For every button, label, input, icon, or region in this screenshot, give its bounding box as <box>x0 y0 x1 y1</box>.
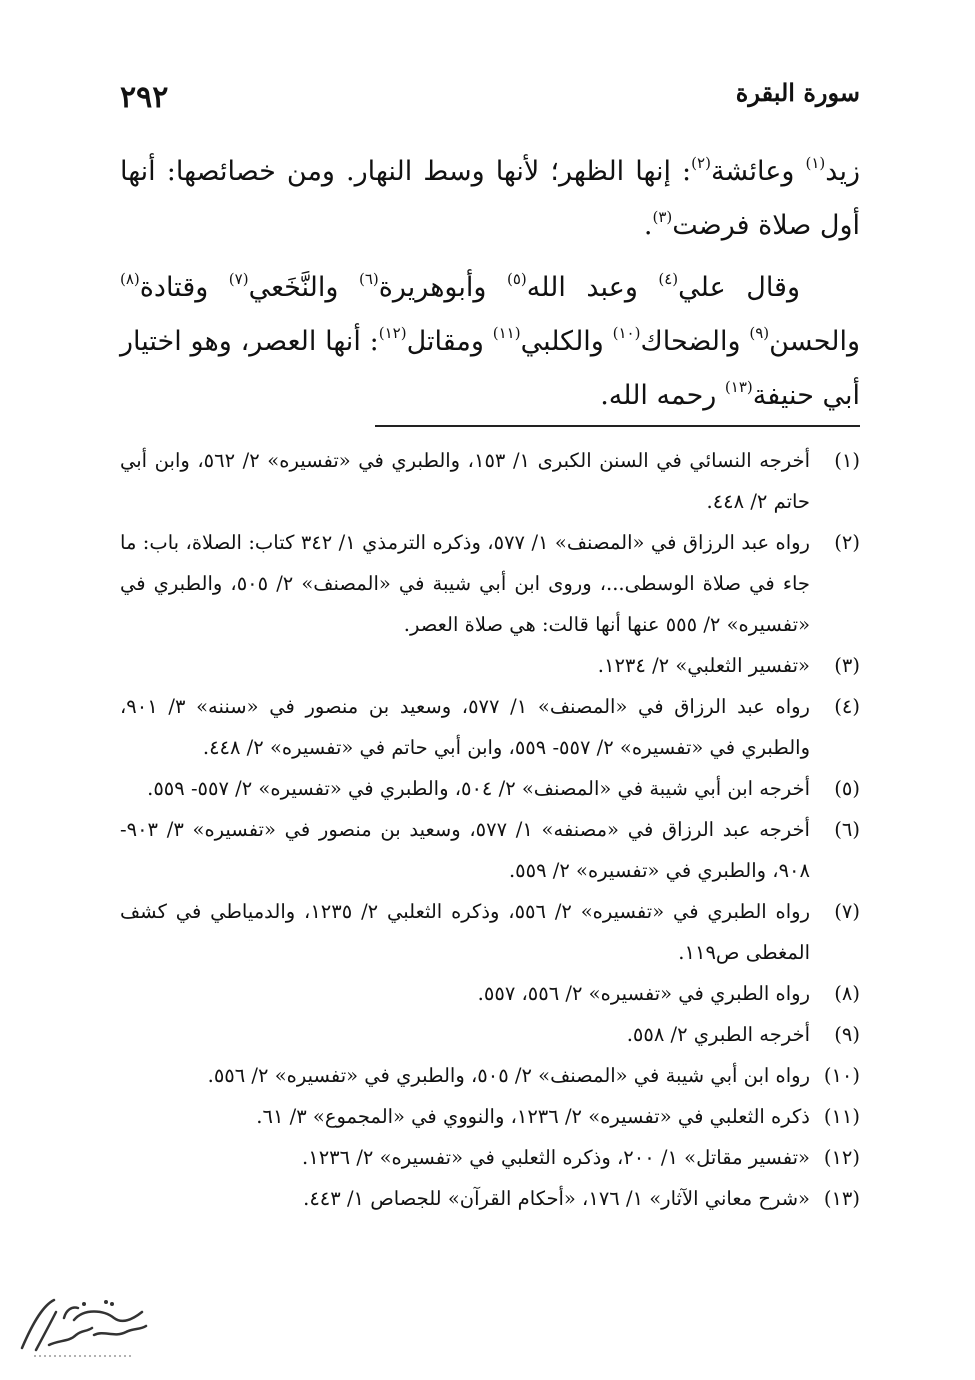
surah-title: سورة البقرة <box>735 78 860 107</box>
footnote-text: «تفسير الثعلبي» ٢/ ١٢٣٤. <box>597 654 810 677</box>
footnote-number: (٨) <box>834 982 860 1005</box>
text-run: . <box>643 210 653 241</box>
footnote-text: أخرجه ابن أبي شيبة في «المصنف» ٢/ ٥٠٤، والطبري في «تفسيره» ٢/ ٥٥٧- ٥٥٩. <box>147 777 810 800</box>
page-header <box>120 70 860 120</box>
text-run: والكلبي <box>520 326 613 357</box>
footnote-ref-1: (١) <box>805 154 826 172</box>
footnote-number: (١٢) <box>823 1146 860 1169</box>
text-run: وأبوهريرة <box>378 272 507 303</box>
footnote-number: (٩) <box>834 1023 860 1046</box>
footnote-ref-12: (١٢) <box>378 324 407 342</box>
footnote-3 <box>120 645 860 686</box>
footnote-9 <box>120 1014 860 1055</box>
calligraphy-logo-icon <box>14 1290 154 1365</box>
footnote-number: (١٣) <box>823 1187 860 1210</box>
footnote-text: أخرجه الطبري ٢/ ٥٥٨. <box>626 1023 810 1046</box>
footnote-number: (٢) <box>834 531 860 554</box>
footnote-13 <box>120 1178 860 1219</box>
footnote-number: (١١) <box>823 1105 860 1128</box>
page-number: ٢٩٢ <box>120 80 169 115</box>
text-run: وقتادة <box>139 272 229 303</box>
paragraph-2 <box>120 261 860 423</box>
text-run: وقال علي <box>678 272 800 303</box>
footnote-ref-7: (٧) <box>228 270 249 288</box>
text-run: والحسن <box>769 326 860 357</box>
footnote-5 <box>120 768 860 809</box>
footnote-text: رواه ابن أبي شيبة في «المصنف» ٢/ ٥٠٥، والطبري في «تفسيره» ٢/ ٥٥٦. <box>207 1064 810 1087</box>
footnote-ref-8: (٨) <box>120 270 140 288</box>
footnote-number: (١) <box>834 449 860 472</box>
text-run: : إنها الظهر؛ لأنها وسط النهار. ومن خصائصها: أنها أول صلاة فرضت <box>120 156 860 241</box>
paragraph-1 <box>120 145 860 253</box>
text-run: والضحاك <box>640 326 750 357</box>
footnote-number: (٤) <box>834 695 860 718</box>
footnote-8 <box>120 973 860 1014</box>
footnote-ref-2: (٢) <box>691 154 711 172</box>
footnote-7 <box>120 891 860 973</box>
text-run: رحمه الله. <box>600 380 725 411</box>
footnote-text: أخرجه النسائي في السنن الكبرى ١/ ١٥٣، والطبري في «تفسيره» ٢/ ٥٦٢، وابن أبي حاتم ٢/ ٤٤٨. <box>120 449 810 513</box>
footnote-6 <box>120 809 860 891</box>
footnote-text: «تفسير مقاتل» ١/ ٢٠٠، وذكره الثعلبي في «تفسيره» ٢/ ١٢٣٦. <box>302 1146 810 1169</box>
footnote-divider <box>375 425 860 427</box>
text-run: : أنها العصر، وهو اختيار أبي حنيفة <box>120 326 860 411</box>
footnote-text: ذكره الثعلبي في «تفسيره» ٢/ ١٢٣٦، والنووي في «المجموع» ٣/ ٦١. <box>256 1105 810 1128</box>
footnote-text: رواه الطبري في «تفسيره» ٢/ ٥٥٦، وذكره الثعلبي ٢/ ١٢٣٥، والدمياطي في كشف المغطى ص١١٩. <box>120 900 810 964</box>
footnote-11 <box>120 1096 860 1137</box>
footnote-12 <box>120 1137 860 1178</box>
footnote-10 <box>120 1055 860 1096</box>
footnote-1 <box>120 440 860 522</box>
footnote-number: (٥) <box>834 777 860 800</box>
footnote-ref-10: (١٠) <box>612 324 641 342</box>
footnote-text: أخرجه عبد الرزاق في «مصنفه» ١/ ٥٧٧، وسعيد بن منصور في «تفسيره» ٣/ ٩٠٣- ٩٠٨، والطبري في «تفسيره» ٢/ ٥٥٩. <box>120 818 810 882</box>
watermark-logo <box>14 1290 154 1365</box>
footnote-text: رواه عبد الرزاق في «المصنف» ١/ ٥٧٧، وسعيد بن منصور في «سننه» ٣/ ٩٠١، والطبري في «تفسيره» ٢/ ٥٥٧- ٥٥٩، وابن أبي حاتم في «تفسيره» ٢/ ٤٤٨. <box>120 695 810 759</box>
footnote-number: (٣) <box>834 654 860 677</box>
footnote-text: رواه الطبري في «تفسيره» ٢/ ٥٥٦، ٥٥٧. <box>477 982 810 1005</box>
footnote-number: (٦) <box>834 818 860 841</box>
footnote-ref-3: (٣) <box>652 208 673 226</box>
footnote-number: (٧) <box>834 900 860 923</box>
footnote-ref-5: (٥) <box>506 270 527 288</box>
footnote-2 <box>120 522 860 645</box>
footnote-text: رواه عبد الرزاق في «المصنف» ١/ ٥٧٧، وذكره الترمذي ١/ ٣٤٢ كتاب: الصلاة، باب: ما جاء في صلاة الوسطى...، وروى ابن أبي شيبة في «المصنف» ٢/ ٥٠٥، والطبري في «تفسيره» ٢/ ٥٥٥ عنها أنها قالت: هي صلاة العصر. <box>120 531 810 636</box>
footnote-ref-4: (٤) <box>658 270 679 288</box>
footnote-ref-9: (٩) <box>749 324 770 342</box>
text-run: زيد <box>825 156 860 187</box>
footnote-text: «شرح معاني الآثار» ١/ ١٧٦، «أحكام القرآن» للجصاص ١/ ٤٤٣. <box>303 1187 810 1210</box>
main-text <box>120 145 860 431</box>
footnote-ref-11: (١١) <box>492 324 521 342</box>
footnotes-list <box>120 440 860 1219</box>
footnote-4 <box>120 686 860 768</box>
text-run: ومقاتل <box>406 326 493 357</box>
footnote-ref-13: (١٣) <box>724 378 753 396</box>
text-run: والنَّخَعي <box>248 272 359 303</box>
text-run: وعائشة <box>710 156 806 187</box>
text-run: وعبد الله <box>526 272 659 303</box>
footnote-number: (١٠) <box>823 1064 860 1087</box>
footnote-ref-6: (٦) <box>358 270 379 288</box>
